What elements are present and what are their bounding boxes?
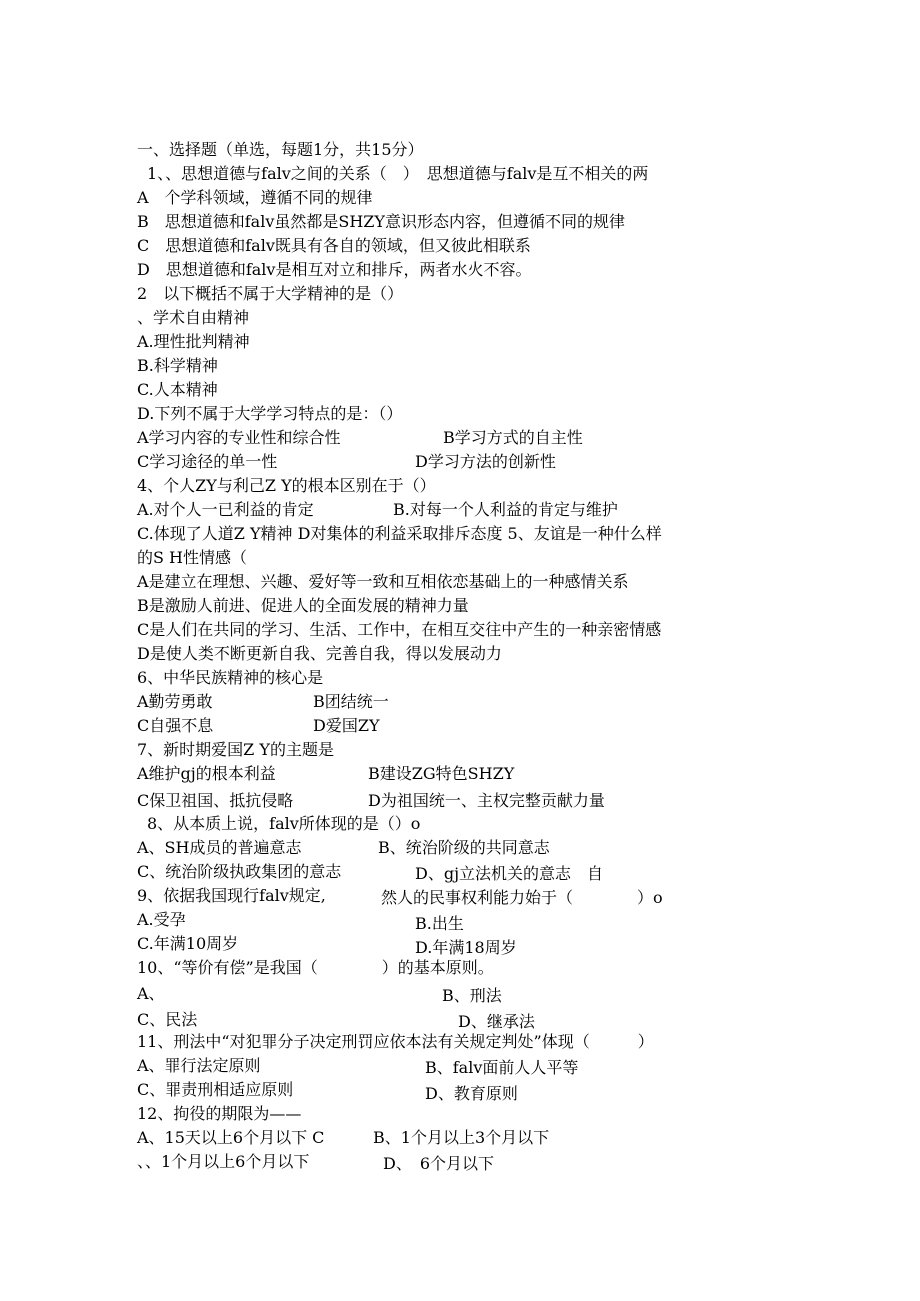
q3-option-d: D学习方法的创新性 [415,452,556,471]
q9-option-b: B.出生 [415,914,464,933]
question-6: 6、中华民族精神的核心是 [137,668,324,687]
q10-option-c: C、民法 [137,1010,198,1029]
q9-option-c: C.年满10周岁 [137,934,239,953]
q5-line-2: 的S H性情感（ [137,548,248,567]
q1-option-c: C 思想道德和falv既具有各自的领域，但又彼此相联系 [137,236,531,255]
q2-option-d: D.下列不属于大学学习特点的是：（） [137,404,403,423]
question-12: 12、拘役的期限为—— [137,1104,302,1123]
q2-option-c: C.人本精神 [137,380,218,399]
question-9: 9、依据我国现行falv规定, [137,886,326,905]
question-7: 7、新时期爱国Z Y的主题是 [137,740,334,759]
question-1: 1、、思想道德与falv之间的关系（ ） 思想道德与falv是互不相关的两 [147,164,649,183]
question-4: 4、个人ZY与利己Z Y的根本区别在于（） [137,476,436,495]
q7-option-b: B建设ZG特色SHZY [368,764,515,783]
q7-option-a: A维护gj的根本利益 [137,764,276,783]
q10-option-d: D、继承法 [458,1012,535,1031]
q12-option-a: A、15天以上6个月以下 C [137,1128,325,1147]
question-8: 8、从本质上说，falv所体现的是（）o [147,814,421,833]
q2-option-b: B.科学精神 [137,356,218,375]
q5-option-d: D是使人类不断更新自我、完善自我，得以发展动力 [137,644,502,663]
q5-option-a: A是建立在理想、兴趣、爱好等一致和互相依恋基础上的一种感情关系 [137,572,629,591]
q7-option-c: C保卫祖国、抵抗侵略 [137,791,294,810]
q8-option-b: B、统治阶级的共同意志 [378,838,550,857]
q10-option-b: B、刑法 [442,986,502,1005]
q3-option-b: B学习方式的自主性 [443,428,583,447]
q2-option-a: A.理性批判精神 [137,332,250,351]
question-2: 2 以下概括不属于大学精神的是（） [137,284,404,303]
q8-option-a: A、SH成员的普遍意志 [137,838,302,857]
q6-option-c: C自强不息 [137,716,214,735]
q4-option-b: B.对每一个人利益的肯定与维护 [393,500,618,519]
q11-option-c: C、罪责刑相适应原则 [137,1080,294,1099]
q2-line-1: 、学术自由精神 [137,308,250,327]
q5-option-b: B是激励人前进、促进人的全面发展的精神力量 [137,596,469,615]
q12-option-d: D、 6个月以下 [383,1154,495,1173]
q10-option-a: A、 [137,984,165,1003]
q1-option-d: D 思想道德和falv是相互对立和排斥，两者水火不容。 [137,260,532,279]
q3-option-a: A学习内容的专业性和综合性 [137,428,341,447]
q12-option-b: B、1个月以上3个月以下 [373,1128,550,1147]
q9-option-a: A.受孕 [137,910,186,929]
q1-option-b: B 思想道德和falv虽然都是SHZY意识形态内容，但遵循不同的规律 [137,212,625,231]
q12-option-c: 、、1个月以上6个月以下 [137,1152,310,1171]
q11-option-a: A、罪行法定原则 [137,1056,261,1075]
q6-option-a: A勤劳勇敢 [137,692,213,711]
q8-option-c: C、统治阶级执政集团的意志 [137,862,342,881]
q8-option-d: D、gj立法机关的意志 自 [415,864,604,883]
question-9-cont: 然人的民事权利能力始于（ ）o [381,888,663,907]
q6-option-b: B团结统一 [313,692,389,711]
q4-option-a: A.对个人一已利益的肯定 [137,500,314,519]
question-11: 11、刑法中“对犯罪分子决定刑罚应依本法有关规定判处”体现（ ） [137,1032,654,1051]
q5-option-c: C是人们在共同的学习、生活、工作中，在相互交往中产生的一种亲密情感 [137,620,662,639]
q6-option-d: D爱国ZY [313,716,380,735]
q3-option-c: C学习途径的单一性 [137,452,278,471]
q7-option-d: D为祖国统一、主权完整贡献力量 [368,791,605,810]
q11-option-b: B、falv面前人人平等 [425,1058,579,1077]
q11-option-d: D、教育原则 [425,1084,518,1103]
q1-option-a: A 个学科领域，遵循不同的规律 [137,188,373,207]
q9-option-d: D.年满18周岁 [415,938,517,957]
question-10: 10、“等价有偿”是我国（ ）的基本原则。 [137,958,494,977]
q4-option-c: C.体现了人道Z Y精神 D对集体的利益采取排斥态度 5、友谊是一种什么样 [137,524,662,543]
section-heading: 一、选择题（单选，每题1分，共15分） [137,140,424,159]
